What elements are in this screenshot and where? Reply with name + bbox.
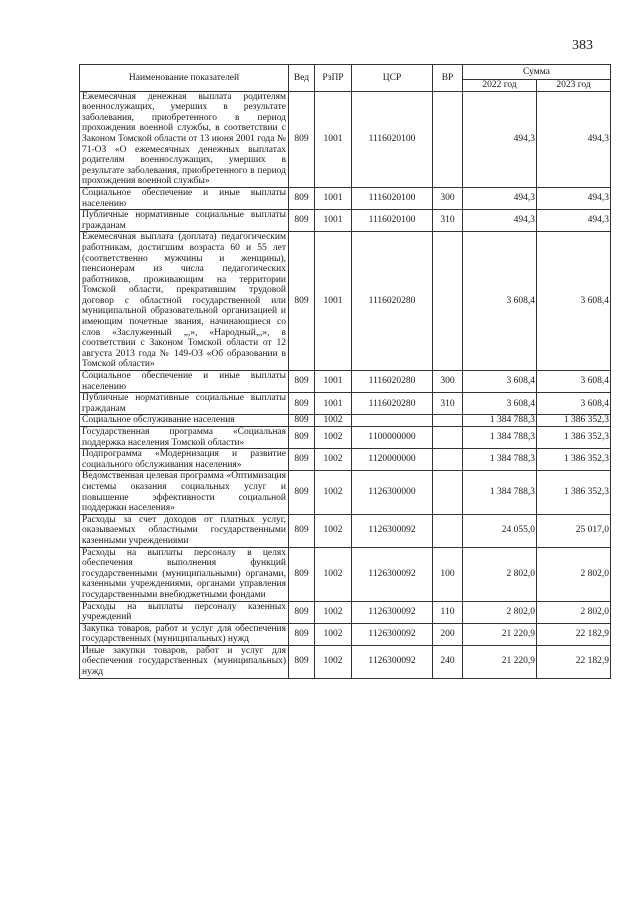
header-year-2022: 2022 год <box>463 80 537 92</box>
row-name: Расходы за счет доходов от платных услуг, оказываемых областными государственными казенными учреждениями <box>80 514 289 547</box>
row-amount-2022: 1 384 788,3 <box>463 415 537 427</box>
row-name: Публичные нормативные социальные выплаты гражданам <box>80 210 289 232</box>
row-ved: 809 <box>289 415 315 427</box>
header-rzpr: РзПР <box>315 65 352 92</box>
row-rzpr: 1001 <box>315 210 352 232</box>
row-amount-2022: 3 608,4 <box>463 232 537 371</box>
row-vr: 240 <box>433 645 463 678</box>
table-row <box>80 393 611 415</box>
row-csr <box>352 415 433 427</box>
table-row <box>80 601 611 623</box>
row-vr <box>433 514 463 547</box>
row-amount-2023: 494,3 <box>537 187 611 209</box>
row-vr <box>433 415 463 427</box>
row-amount-2023: 22 182,9 <box>537 645 611 678</box>
row-rzpr: 1001 <box>315 371 352 393</box>
table-row <box>80 187 611 209</box>
row-ved: 809 <box>289 427 315 449</box>
header-ved: Вед <box>289 65 315 92</box>
row-ved: 809 <box>289 210 315 232</box>
row-vr: 200 <box>433 623 463 645</box>
row-vr: 300 <box>433 187 463 209</box>
table-row <box>80 415 611 427</box>
row-amount-2023: 1 386 352,3 <box>537 427 611 449</box>
row-vr <box>433 471 463 514</box>
row-name: Ежемесячная выплата (доплата) педагогическим работникам, достигшим возраста 60 и 55 лет (соответственно мужчины и женщины), пенсионерам из числа педагогических работников, проживающим на территории Томской области, прекратившим трудовой договор с областной государственной или муниципальной образовательной организацией и имеющим почетные звания, начинающиеся со слов «Заслуженный „,», «Народный„,», в соответствии с Законом Томской области от 12 августа 2013 года № 149-ОЗ «Об образовании в Томской области» <box>80 232 289 371</box>
row-csr: 1116020100 <box>352 187 433 209</box>
page-number: 383 <box>572 38 593 53</box>
row-vr: 110 <box>433 601 463 623</box>
table-row <box>80 471 611 514</box>
row-amount-2022: 494,3 <box>463 187 537 209</box>
row-vr <box>433 91 463 187</box>
row-rzpr: 1002 <box>315 645 352 678</box>
row-vr: 310 <box>433 210 463 232</box>
header-sum: Сумма <box>463 65 611 80</box>
row-csr: 1126300092 <box>352 514 433 547</box>
row-ved: 809 <box>289 232 315 371</box>
row-name: Подпрограмма «Модернизация и развитие социального обслуживания населения» <box>80 449 289 471</box>
row-csr: 1116020280 <box>352 232 433 371</box>
row-csr: 1126300000 <box>352 471 433 514</box>
row-name: Ведомственная целевая программа «Оптимизация системы оказания социальных услуг и повышение эффективности социальной поддержки населения» <box>80 471 289 514</box>
row-amount-2022: 1 384 788,3 <box>463 449 537 471</box>
row-ved: 809 <box>289 601 315 623</box>
row-name: Расходы на выплаты персоналу казенных учреждений <box>80 601 289 623</box>
row-amount-2023: 494,3 <box>537 91 611 187</box>
row-ved: 809 <box>289 449 315 471</box>
row-amount-2023: 1 386 352,3 <box>537 415 611 427</box>
table-row <box>80 645 611 678</box>
row-rzpr: 1002 <box>315 514 352 547</box>
header-year-2023: 2023 год <box>537 80 611 92</box>
row-rzpr: 1001 <box>315 187 352 209</box>
row-amount-2022: 24 055,0 <box>463 514 537 547</box>
row-amount-2022: 494,3 <box>463 210 537 232</box>
row-vr <box>433 232 463 371</box>
row-amount-2022: 21 220,9 <box>463 645 537 678</box>
row-name: Социальное обеспечение и иные выплаты населению <box>80 371 289 393</box>
row-ved: 809 <box>289 91 315 187</box>
row-name: Государственная программа «Социальная поддержка населения Томской области» <box>80 427 289 449</box>
row-amount-2022: 1 384 788,3 <box>463 471 537 514</box>
row-amount-2023: 22 182,9 <box>537 623 611 645</box>
table-row <box>80 623 611 645</box>
budget-table <box>79 64 611 679</box>
row-rzpr: 1002 <box>315 471 352 514</box>
row-name: Ежемесячная денежная выплата родителям военнослужащих, умерших в результате заболевания, приобретенного в период прохождения военной службы, в соответствии с Законом Томской области от 13 июня 2001 года № 71-ОЗ «О ежемесячных денежных выплатах родителям военнослужащих, умерших в результате заболевания, приобретенного в период прохождения военной службы» <box>80 91 289 187</box>
row-rzpr: 1002 <box>315 623 352 645</box>
row-rzpr: 1001 <box>315 91 352 187</box>
row-amount-2023: 25 017,0 <box>537 514 611 547</box>
row-vr: 300 <box>433 371 463 393</box>
row-amount-2023: 3 608,4 <box>537 371 611 393</box>
row-name: Иные закупки товаров, работ и услуг для обеспечения государственных (муниципальных) нужд <box>80 645 289 678</box>
row-csr: 1126300092 <box>352 645 433 678</box>
table-row <box>80 232 611 371</box>
table-row <box>80 449 611 471</box>
row-amount-2022: 3 608,4 <box>463 371 537 393</box>
row-amount-2022: 3 608,4 <box>463 393 537 415</box>
row-ved: 809 <box>289 187 315 209</box>
row-csr: 1126300092 <box>352 623 433 645</box>
table-row <box>80 427 611 449</box>
row-name: Публичные нормативные социальные выплаты гражданам <box>80 393 289 415</box>
row-amount-2022: 21 220,9 <box>463 623 537 645</box>
table-row <box>80 210 611 232</box>
table-row <box>80 91 611 187</box>
table-row <box>80 371 611 393</box>
row-rzpr: 1001 <box>315 232 352 371</box>
row-vr: 310 <box>433 393 463 415</box>
row-name: Социальное обеспечение и иные выплаты населению <box>80 187 289 209</box>
row-rzpr: 1002 <box>315 449 352 471</box>
row-amount-2022: 494,3 <box>463 91 537 187</box>
row-csr: 1116020100 <box>352 210 433 232</box>
row-amount-2023: 2 802,0 <box>537 547 611 601</box>
row-amount-2023: 3 608,4 <box>537 232 611 371</box>
row-ved: 809 <box>289 623 315 645</box>
row-rzpr: 1002 <box>315 415 352 427</box>
row-amount-2023: 1 386 352,3 <box>537 471 611 514</box>
row-rzpr: 1002 <box>315 547 352 601</box>
row-name: Социальное обслуживание населения <box>80 415 289 427</box>
row-name: Закупка товаров, работ и услуг для обеспечения государственных (муниципальных) нужд <box>80 623 289 645</box>
header-csr: ЦСР <box>352 65 433 92</box>
row-csr: 1116020280 <box>352 393 433 415</box>
row-amount-2023: 1 386 352,3 <box>537 449 611 471</box>
row-rzpr: 1002 <box>315 427 352 449</box>
header-name: Наименование показателей <box>80 65 289 92</box>
row-csr: 1100000000 <box>352 427 433 449</box>
row-csr: 1126300092 <box>352 601 433 623</box>
table-body <box>80 91 611 678</box>
row-ved: 809 <box>289 547 315 601</box>
row-rzpr: 1002 <box>315 601 352 623</box>
row-ved: 809 <box>289 471 315 514</box>
row-amount-2022: 2 802,0 <box>463 601 537 623</box>
row-amount-2022: 2 802,0 <box>463 547 537 601</box>
row-amount-2023: 3 608,4 <box>537 393 611 415</box>
row-vr <box>433 427 463 449</box>
row-name: Расходы на выплаты персоналу в целях обеспечения выполнения функций государственными (муниципальными) органами, казенными учреждениями, органами управления государственными внебюджетными фондами <box>80 547 289 601</box>
row-ved: 809 <box>289 393 315 415</box>
row-amount-2023: 2 802,0 <box>537 601 611 623</box>
row-csr: 1116020100 <box>352 91 433 187</box>
row-csr: 1126300092 <box>352 547 433 601</box>
row-csr: 1120000000 <box>352 449 433 471</box>
row-rzpr: 1001 <box>315 393 352 415</box>
table-row <box>80 514 611 547</box>
row-ved: 809 <box>289 514 315 547</box>
row-vr <box>433 449 463 471</box>
row-amount-2023: 494,3 <box>537 210 611 232</box>
row-ved: 809 <box>289 371 315 393</box>
table-row <box>80 547 611 601</box>
header-vr: ВР <box>433 65 463 92</box>
row-amount-2022: 1 384 788,3 <box>463 427 537 449</box>
row-ved: 809 <box>289 645 315 678</box>
row-csr: 1116020280 <box>352 371 433 393</box>
row-vr: 100 <box>433 547 463 601</box>
